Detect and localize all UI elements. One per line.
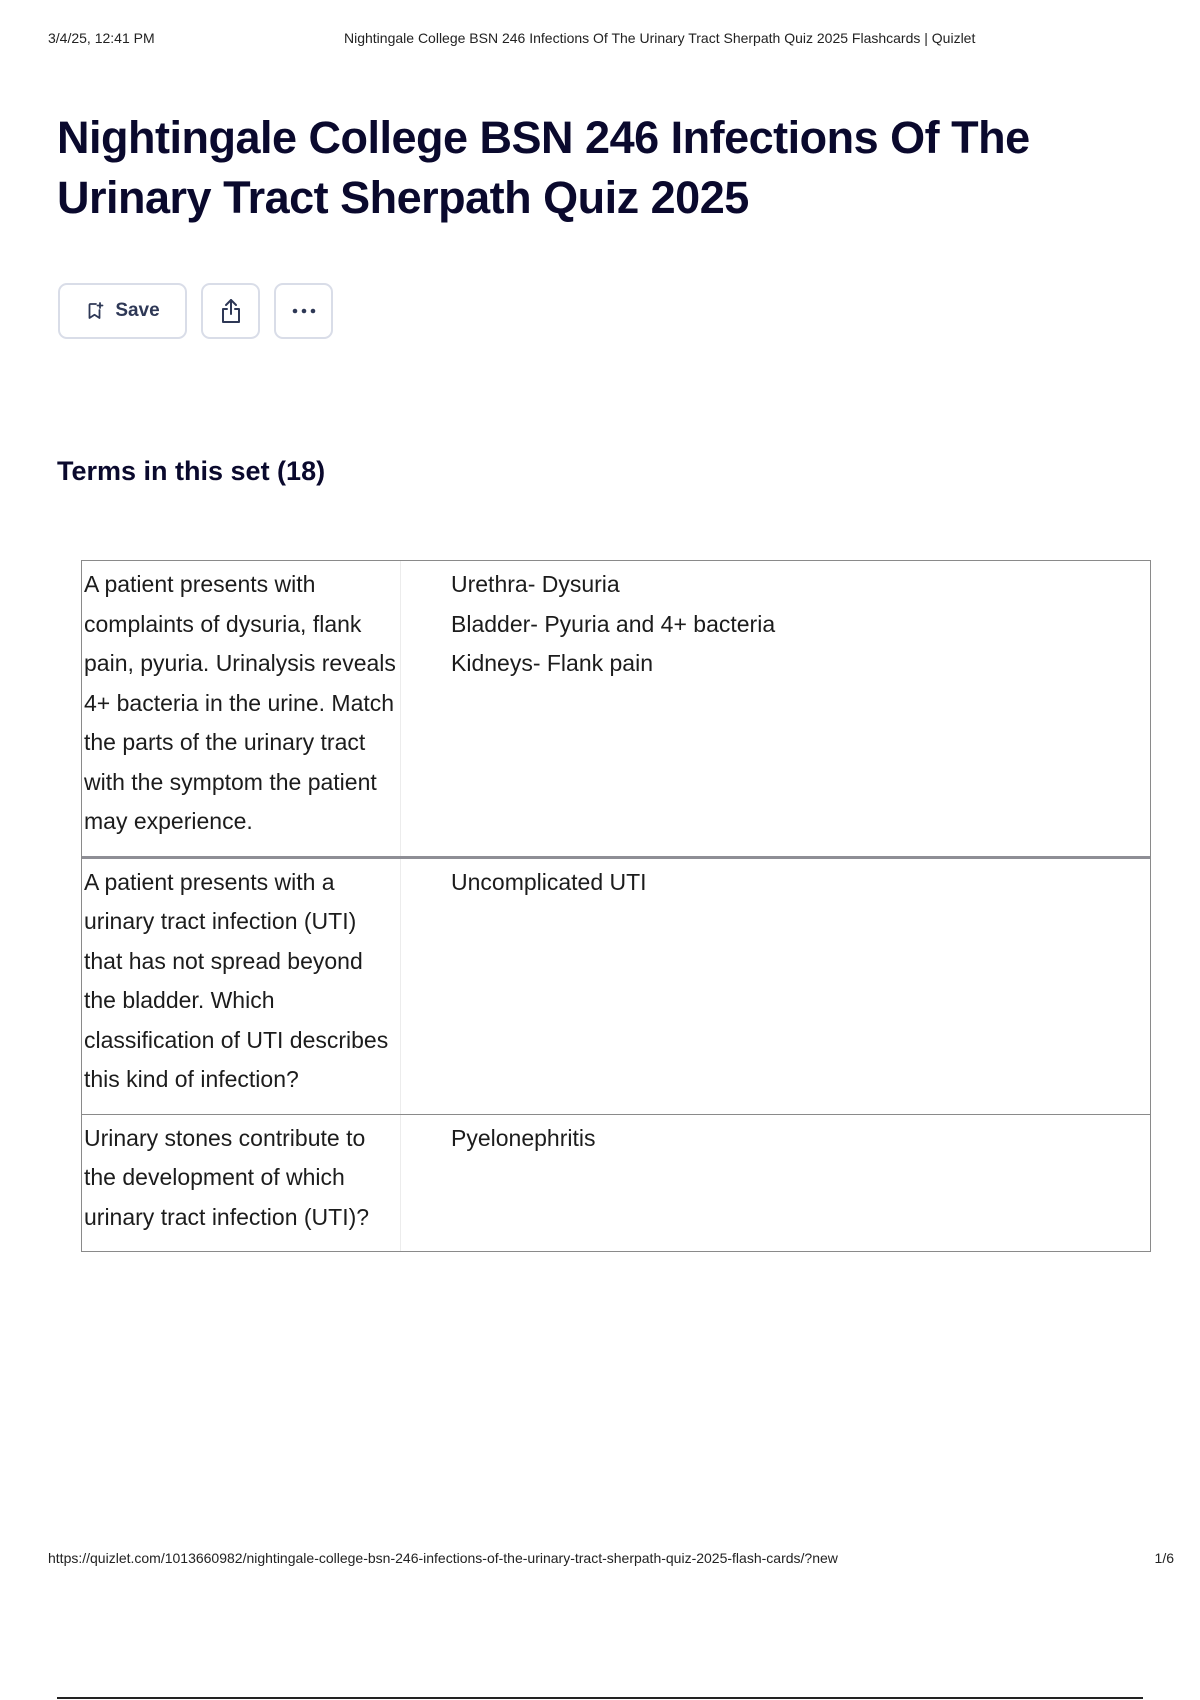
definition-line: Uncomplicated UTI <box>451 868 647 895</box>
terms-heading: Terms in this set (18) <box>57 456 326 486</box>
definition-line: Bladder- Pyuria and 4+ bacteria <box>451 610 776 637</box>
definition-text <box>401 561 1150 856</box>
print-url: https://quizlet.com/1013660982/nightingale-college-bsn-246-infections-of-the-urinary-tract-sherpath-quiz-2025-flash-cards/?new <box>48 1550 838 1566</box>
save-button-label: Save <box>115 300 160 321</box>
definition-line: Pyelonephritis <box>451 1124 596 1151</box>
print-datetime: 3/4/25, 12:41 PM <box>48 30 155 46</box>
bookmark-plus-icon <box>85 301 105 321</box>
definition-text <box>401 1115 1150 1252</box>
term-row <box>82 561 1150 856</box>
print-doc-title: Nightingale College BSN 246 Infections Of The Urinary Tract Sherpath Quiz 2025 Flashcards | Quizlet <box>344 30 976 46</box>
page-title: Nightingale College BSN 246 Infections Of The Urinary Tract Sherpath Quiz 2025 <box>57 112 1030 223</box>
divider <box>57 1697 1143 1699</box>
term-text: A patient presents with a urinary tract infection (UTI) that has not spread beyond the bladder. Which classification of UTI describes this kind of infection? <box>82 859 401 1114</box>
term-text: A patient presents with complaints of dysuria, flank pain, pyuria. Urinalysis reveals 4+ bacteria in the urine. Match the parts of the urinary tract with the symptom the patient may experience. <box>82 561 401 856</box>
more-options-button[interactable] <box>274 283 333 339</box>
page-indicator: 1/6 <box>1154 1550 1174 1566</box>
share-icon <box>218 297 244 325</box>
print-header <box>48 30 1152 50</box>
print-footer <box>48 1550 1174 1570</box>
term-row <box>82 856 1150 1114</box>
definition-line: Urethra- Dysuria <box>451 571 620 597</box>
definition-line: Kidneys- Flank pain <box>451 650 653 676</box>
share-button[interactable] <box>201 283 260 339</box>
more-horizontal-icon <box>291 307 317 315</box>
term-text: Urinary stones contribute to the development of which urinary tract infection (UTI)? <box>82 1115 401 1252</box>
definition-text <box>401 859 1150 1114</box>
terms-table <box>81 560 1151 1252</box>
term-row <box>82 1114 1150 1252</box>
save-button[interactable] <box>58 283 187 339</box>
